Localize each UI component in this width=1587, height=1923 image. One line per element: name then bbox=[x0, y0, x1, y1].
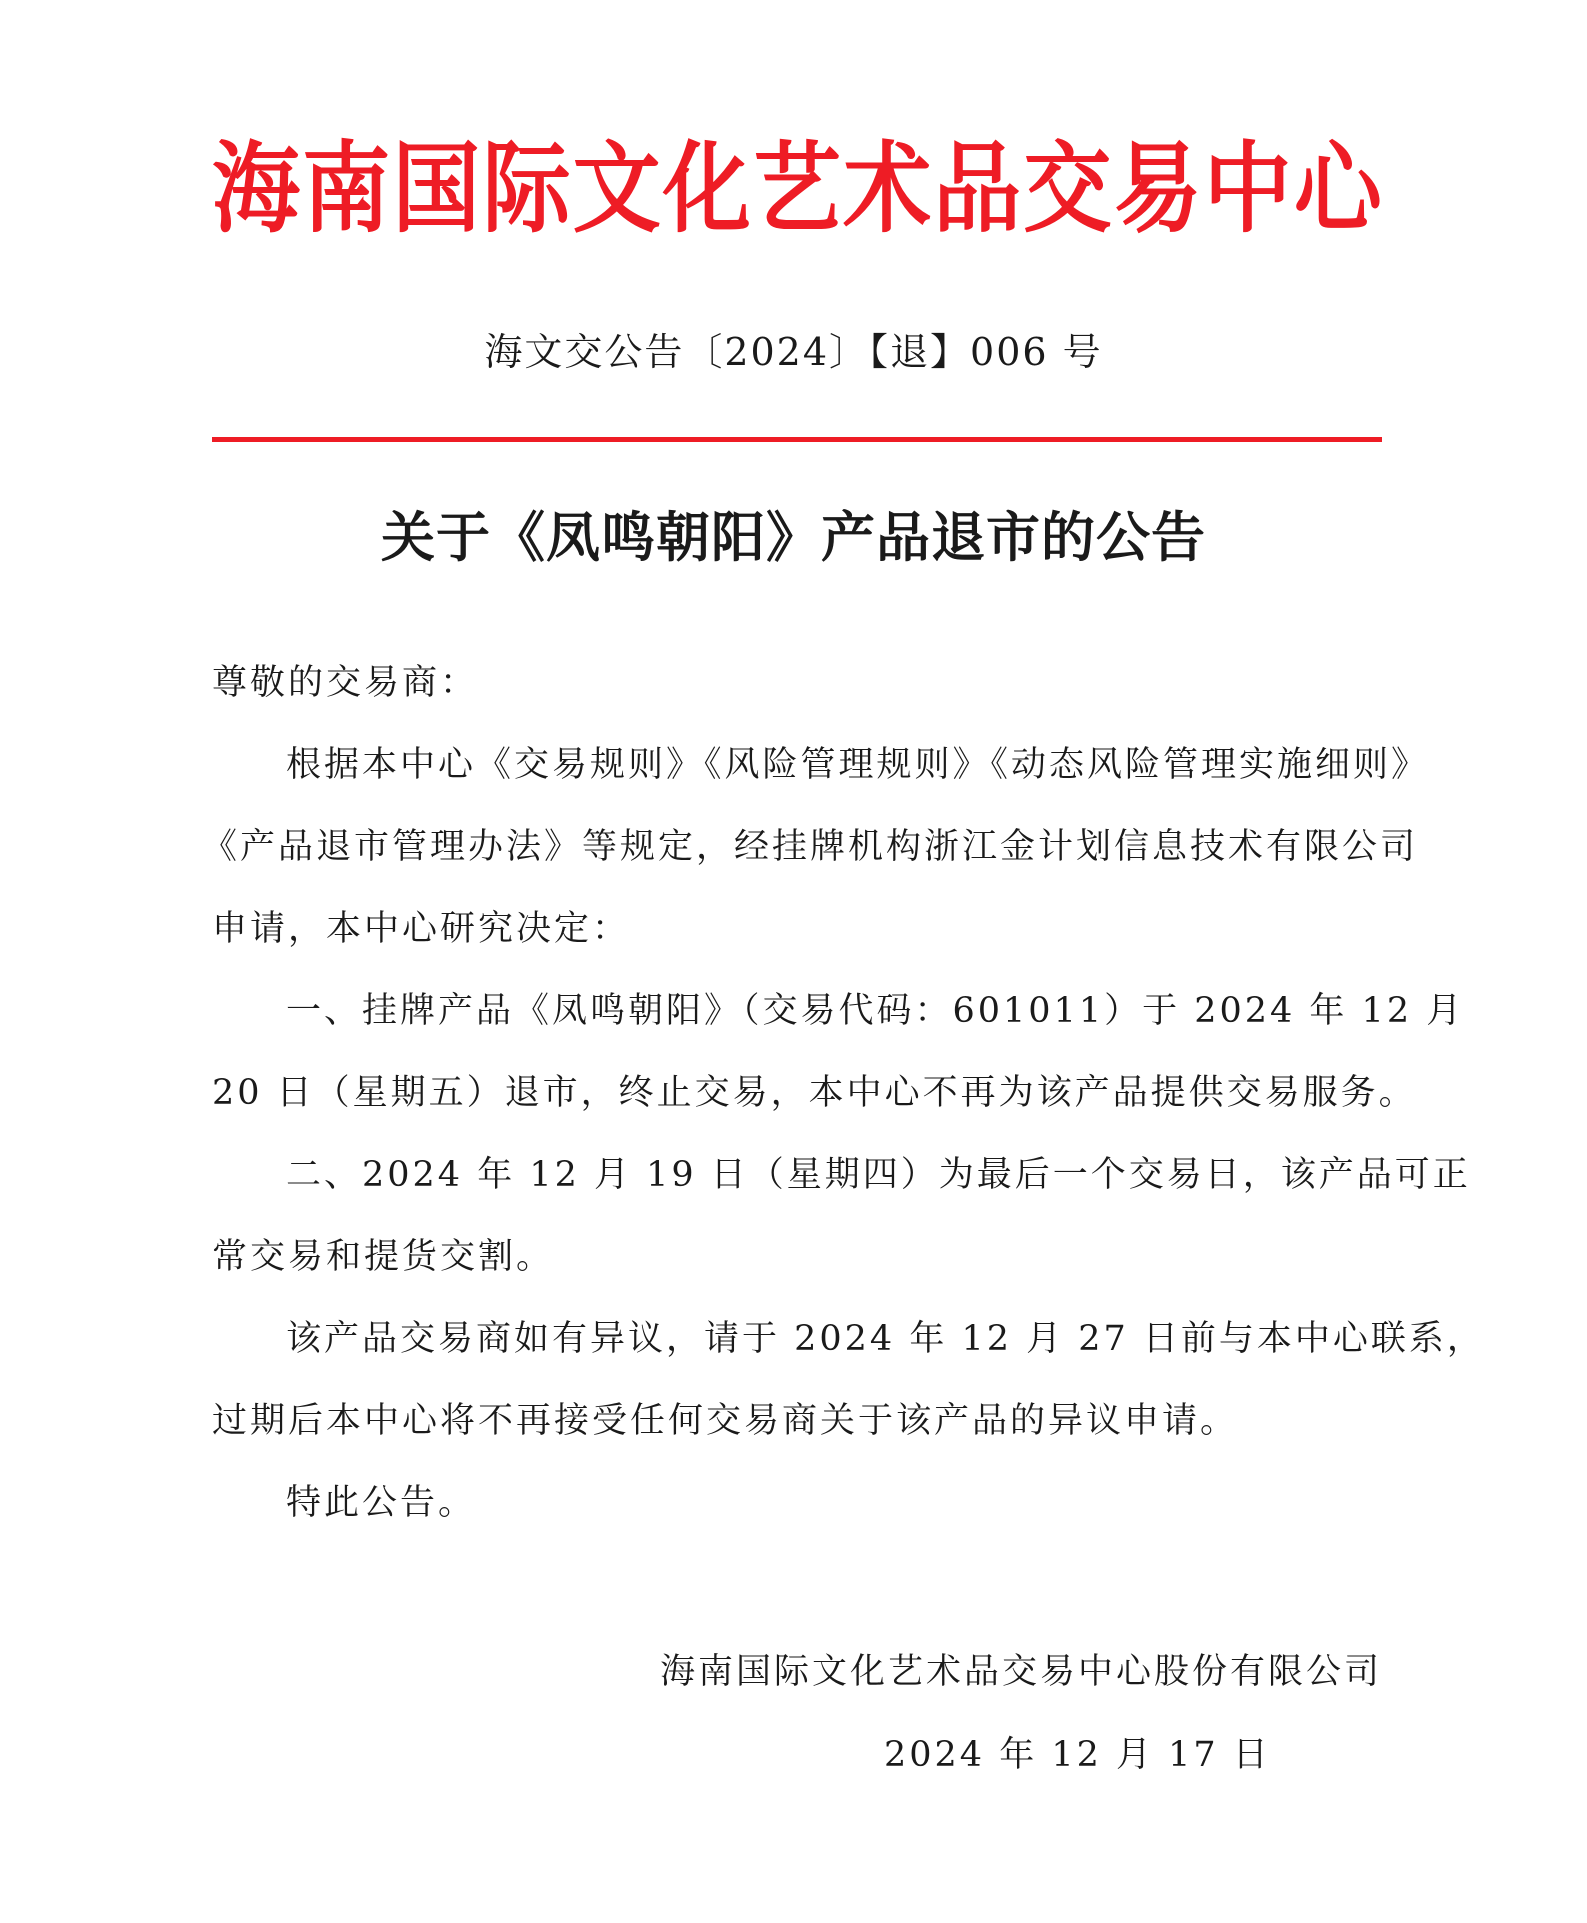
body-line: 20 日（星期五）退市，终止交易，本中心不再为该产品提供交易服务。 bbox=[212, 1073, 1417, 1113]
letterhead-char: 中 bbox=[1203, 130, 1292, 247]
letterhead-char: 艺 bbox=[752, 130, 841, 247]
body-line: 该产品交易商如有异议，请于 2024 年 12 月 27 日前与本中心联系， bbox=[286, 1319, 1485, 1359]
signature-organization: 海南国际文化艺术品交易中心股份有限公司 bbox=[659, 1652, 1382, 1692]
document-number: 海文交公告〔2024〕【退】006 号 bbox=[484, 330, 1103, 374]
letterhead-char: 南 bbox=[302, 130, 391, 247]
letterhead-char: 化 bbox=[662, 130, 751, 247]
letterhead-char: 品 bbox=[933, 130, 1022, 247]
salutation: 尊敬的交易商： bbox=[212, 663, 479, 703]
body-line: 申请，本中心研究决定： bbox=[212, 909, 631, 949]
body-line: 过期后本中心将不再接受任何交易商关于该产品的异议申请。 bbox=[212, 1401, 1239, 1441]
letterhead-char: 心 bbox=[1293, 130, 1382, 247]
letterhead-char: 际 bbox=[482, 130, 571, 247]
letterhead-char: 术 bbox=[843, 130, 932, 247]
letterhead-char: 易 bbox=[1113, 130, 1202, 247]
body-line: 《产品退市管理办法》等规定，经挂牌机构浙江金计划信息技术有限公司 bbox=[202, 827, 1419, 867]
organization-letterhead bbox=[212, 121, 1382, 258]
closing-line: 特此公告。 bbox=[286, 1483, 477, 1523]
letterhead-char: 海 bbox=[212, 130, 301, 247]
announcement-title: 关于《凤鸣朝阳》产品退市的公告 bbox=[381, 506, 1206, 569]
signature-date: 2024 年 12 月 17 日 bbox=[884, 1735, 1271, 1775]
red-divider-rule bbox=[212, 437, 1382, 442]
body-line: 一、挂牌产品《凤鸣朝阳》（交易代码：601011）于 2024 年 12 月 bbox=[286, 991, 1465, 1031]
letterhead-char: 交 bbox=[1023, 130, 1112, 247]
body-line: 常交易和提货交割。 bbox=[212, 1237, 555, 1277]
body-line: 二、2024 年 12 月 19 日（星期四）为最后一个交易日，该产品可正 bbox=[286, 1155, 1471, 1195]
letterhead-char: 国 bbox=[392, 130, 481, 247]
body-line: 根据本中心《交易规则》《风险管理规则》《动态风险管理实施细则》 bbox=[286, 745, 1430, 785]
letterhead-char: 文 bbox=[572, 130, 661, 247]
